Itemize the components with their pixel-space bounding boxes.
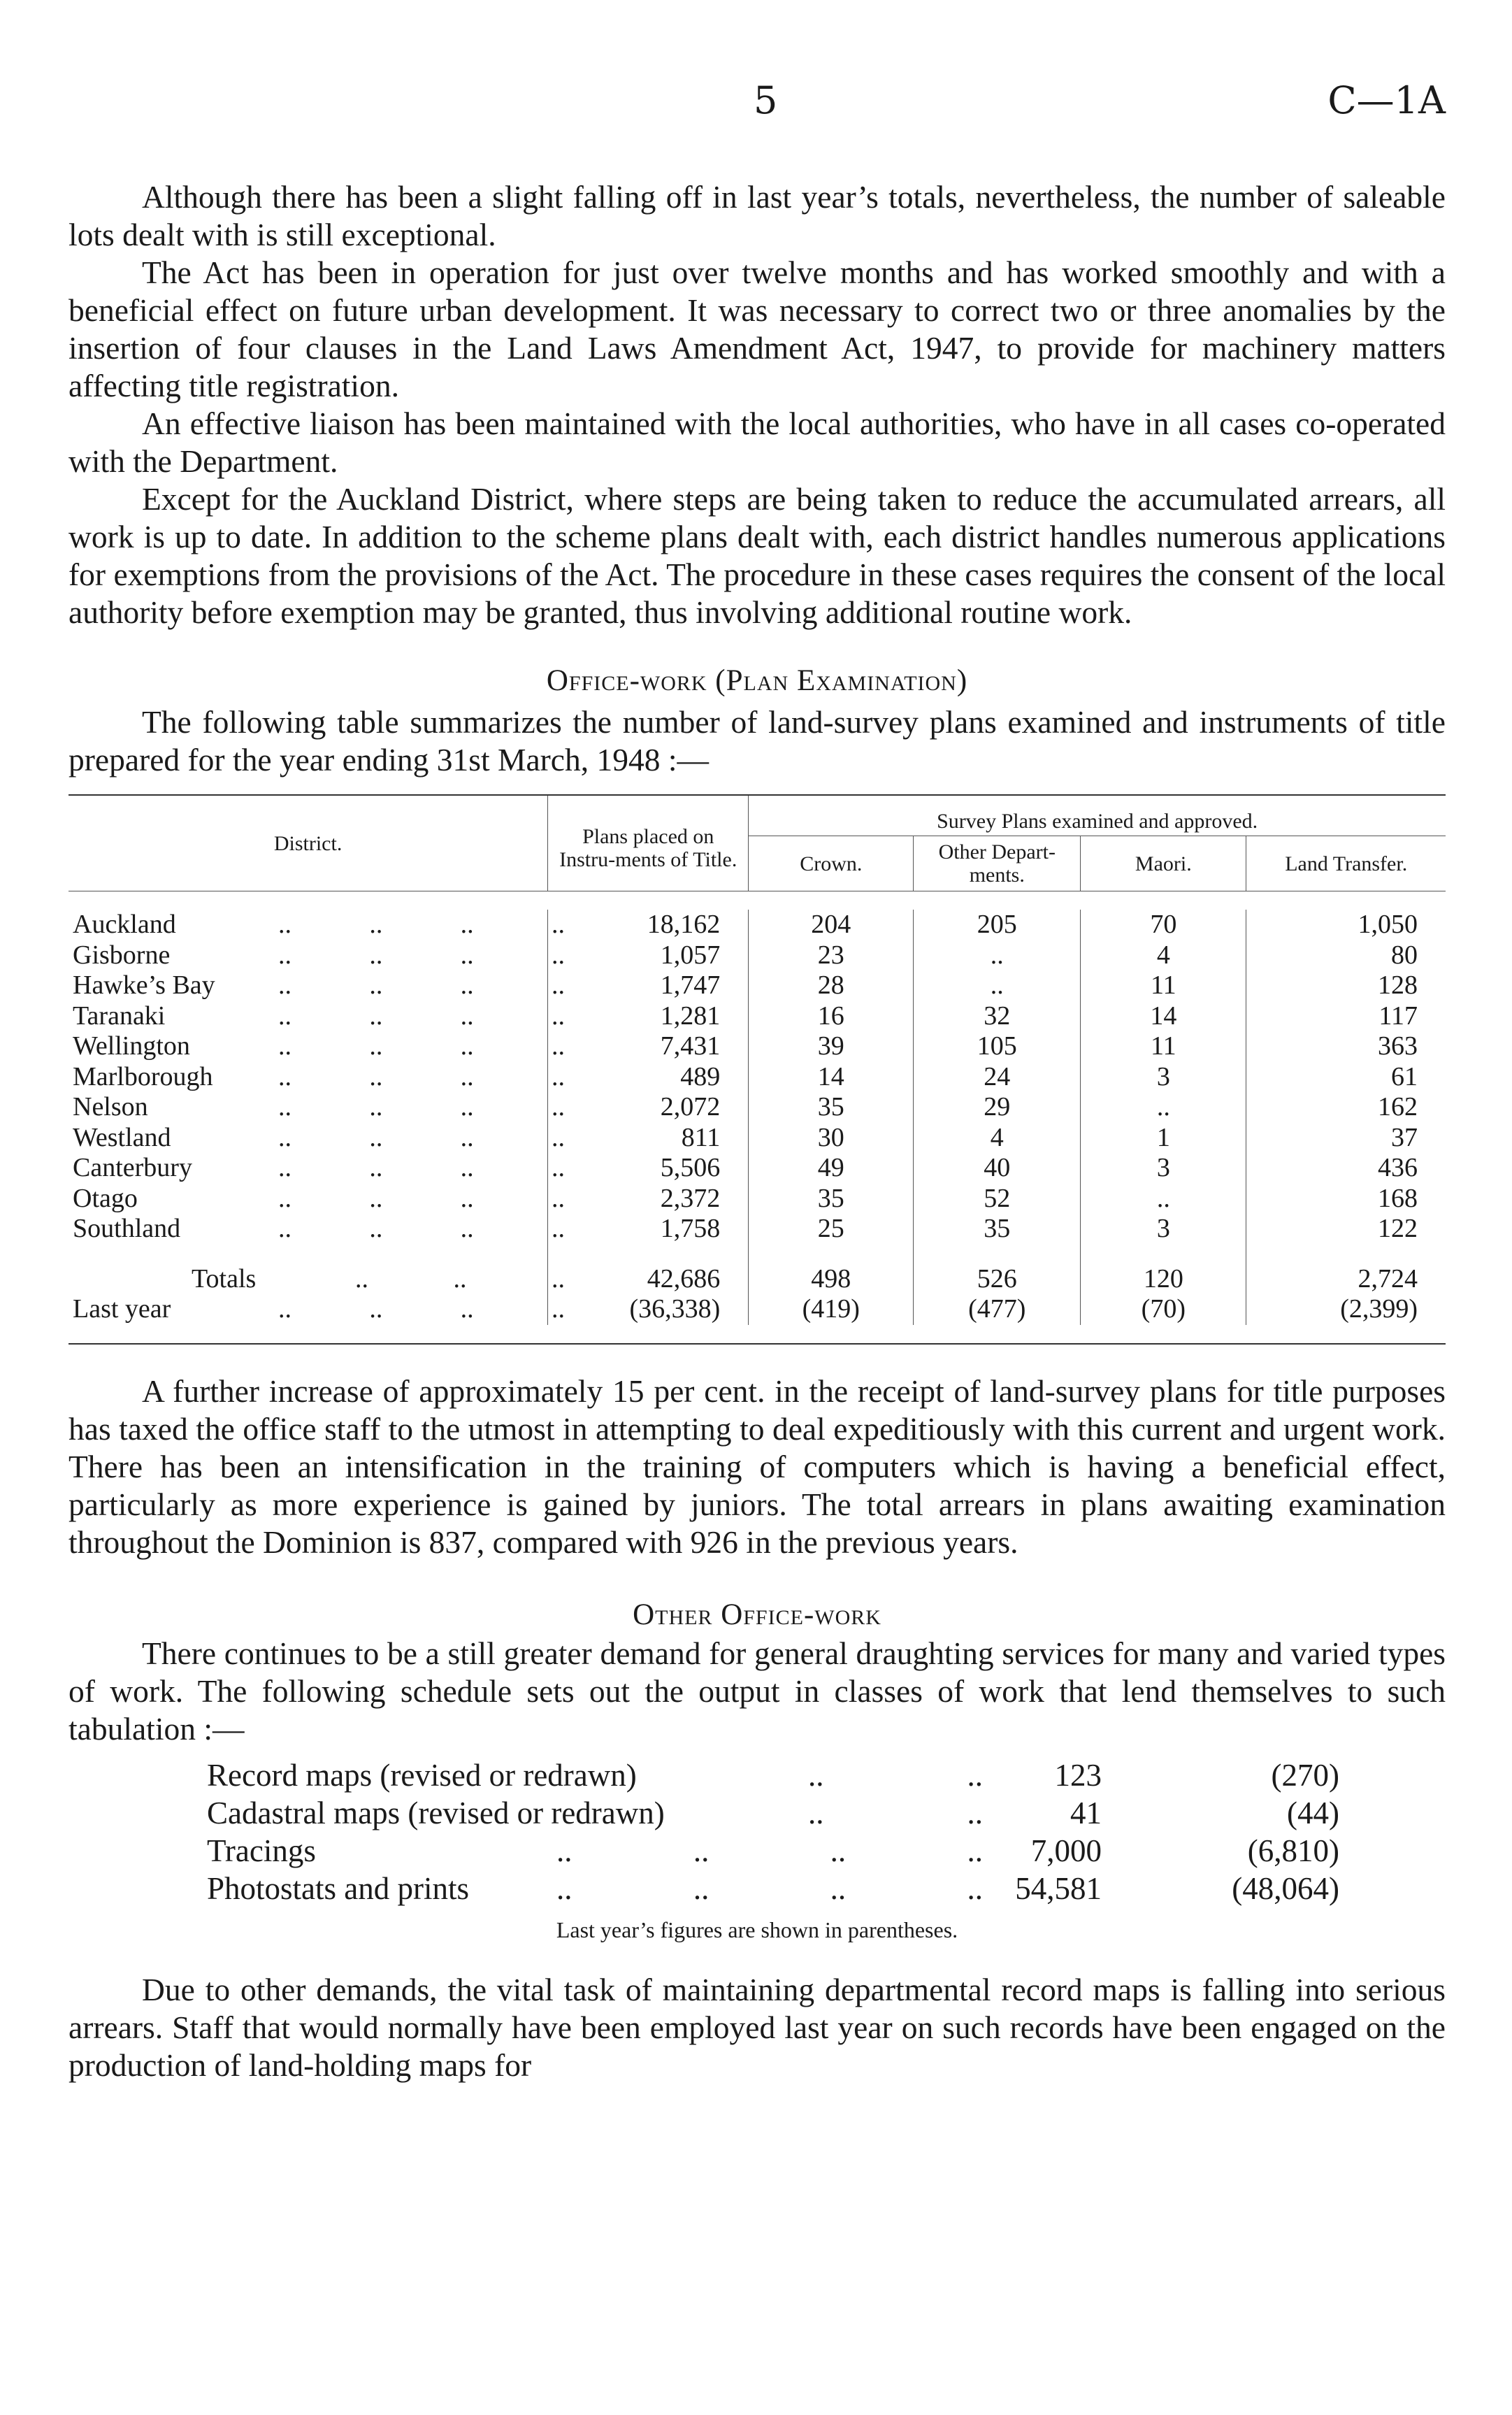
page-number: 5 — [754, 78, 778, 122]
last-year-row — [69, 1294, 1446, 1325]
leader-dots: .. — [369, 910, 383, 939]
col-header-crown: Crown. — [749, 836, 914, 891]
cell-other: .. — [914, 970, 1081, 1001]
work-output-current: 123 — [1054, 1757, 1102, 1793]
cell-other: 29 — [914, 1092, 1081, 1123]
leader-dots: .. — [460, 1001, 474, 1031]
leader-dots: .. — [369, 940, 383, 970]
cell-other: 52 — [914, 1184, 1081, 1214]
table-row — [69, 1062, 1446, 1093]
paragraph-2: The Act has been in operation for just over twelve months and has worked smoothly and with a beneficial effect on future urban development. It was necessary to correct two or three anomalies by the insertion of four clauses in the Land Laws Amendment Act, 1947, to provide for machinery matters affecting title registration. — [69, 255, 1446, 403]
work-output-current: 54,581 — [1015, 1870, 1102, 1906]
leader-dots: .. — [278, 1153, 291, 1182]
cell-crown: (419) — [749, 1294, 914, 1325]
paragraph-3: An effective liaison has been maintained with the local authorities, who have in all cases co-operated with the Department. — [69, 406, 1446, 479]
cell-crown: 30 — [749, 1123, 914, 1154]
work-output-item — [207, 1832, 1339, 1870]
leader-dots: .. — [369, 1294, 383, 1324]
table-row — [69, 1214, 1446, 1245]
leader-dots: .. — [551, 1031, 565, 1061]
leader-dots: .. — [369, 970, 383, 1000]
leader-dots: .. — [556, 1833, 573, 1868]
leader-dots: .. — [460, 1153, 474, 1182]
leader-dots: .. — [551, 970, 565, 1000]
work-output-item — [207, 1794, 1339, 1832]
work-output-previous: (6,810) — [1247, 1833, 1339, 1868]
leader-dots: .. — [967, 1795, 983, 1830]
dot-leaders — [278, 910, 565, 940]
work-output-previous: (270) — [1271, 1757, 1339, 1793]
work-output-label: Photostats and prints — [207, 1870, 470, 1906]
work-output-item — [207, 1870, 1339, 1907]
cell-land: 168 — [1246, 1184, 1446, 1214]
page-header — [69, 0, 1446, 154]
paragraph-7: There continues to be a still greater demand for general draughting services for many and varied types of work. The following schedule sets out the output in classes of work that lend themselves to such tabulation :— — [69, 1635, 1446, 1747]
leader-dots: .. — [369, 1214, 383, 1243]
cell-land: (2,399) — [1246, 1294, 1446, 1325]
leader-dots: .. — [278, 1001, 291, 1031]
district-name: Gisborne — [73, 940, 171, 970]
leader-dots: .. — [460, 1214, 474, 1243]
table-row — [69, 1123, 1446, 1154]
cell-crown: 16 — [749, 1001, 914, 1032]
leader-dots: .. — [369, 1122, 383, 1152]
document-code: C—1A — [1327, 78, 1446, 122]
dot-leaders — [808, 1756, 983, 1794]
table-row — [69, 1153, 1446, 1184]
cell-other: 35 — [914, 1214, 1081, 1245]
cell-land: 162 — [1246, 1092, 1446, 1123]
leader-dots: .. — [693, 1870, 710, 1906]
work-output-label: Tracings — [207, 1833, 316, 1868]
col-header-other-departments: Other Depart-ments. — [914, 836, 1081, 891]
leader-dots: .. — [551, 1001, 565, 1031]
leader-dots: .. — [369, 1092, 383, 1121]
leader-dots: .. — [460, 1183, 474, 1213]
cell-crown: 23 — [749, 940, 914, 971]
leader-dots: .. — [808, 1757, 824, 1793]
dot-leaders — [355, 1264, 565, 1295]
table-row — [69, 1184, 1446, 1214]
totals-row — [69, 1245, 1446, 1295]
leader-dots: .. — [551, 1294, 565, 1324]
leader-dots: .. — [278, 1122, 291, 1152]
district-name: Canterbury — [73, 1153, 192, 1182]
paragraph-4: Except for the Auckland District, where steps are being taken to reduce the accumulated arrears, all work is up to date. In addition to the scheme plans dealt with, each district handles numerous applications for exemptions from the provisions of the Act. The procedure in these cases requires the consent of the local authority before exemption may be granted, thus involving additional routine work. — [69, 481, 1446, 630]
paragraph-1: Although there has been a slight falling off in last year’s totals, nevertheless, the number of saleable lots dealt with is still exceptional. — [69, 179, 1446, 252]
dot-leaders — [278, 1294, 565, 1325]
district-name: Westland — [73, 1122, 171, 1152]
dot-leaders — [278, 940, 565, 971]
leader-dots: .. — [551, 1214, 565, 1243]
cell-maori: 14 — [1081, 1001, 1246, 1032]
leader-dots: .. — [460, 1092, 474, 1121]
work-output-previous: (48,064) — [1232, 1870, 1339, 1906]
leader-dots: .. — [551, 1153, 565, 1182]
cell-plans: 2,072 — [548, 1092, 749, 1123]
leader-dots: .. — [369, 1061, 383, 1091]
leader-dots: .. — [278, 970, 291, 1000]
cell-maori: 1 — [1081, 1123, 1246, 1154]
cell-maori: .. — [1081, 1092, 1246, 1123]
cell-land: 363 — [1246, 1031, 1446, 1062]
cell-other: (477) — [914, 1294, 1081, 1325]
cell-crown: 28 — [749, 970, 914, 1001]
district-name: Totals — [192, 1263, 257, 1294]
leader-dots: .. — [278, 1031, 291, 1061]
leader-dots: .. — [369, 1183, 383, 1213]
cell-maori: 11 — [1081, 970, 1246, 1001]
leader-dots: .. — [369, 1153, 383, 1182]
district-name: Taranaki — [73, 1001, 166, 1031]
dot-leaders — [278, 1031, 565, 1062]
plan-examination-table — [69, 794, 1446, 1345]
cell-crown: 49 — [749, 1153, 914, 1184]
cell-land: 117 — [1246, 1001, 1446, 1032]
cell-land: 122 — [1246, 1214, 1446, 1245]
cell-maori: 4 — [1081, 940, 1246, 971]
table-row — [69, 910, 1446, 940]
cell-crown: 204 — [749, 910, 914, 940]
leader-dots: .. — [808, 1795, 824, 1830]
leader-dots: .. — [278, 1183, 291, 1213]
leader-dots: .. — [460, 1122, 474, 1152]
table-body — [69, 891, 1446, 1325]
cell-crown: 25 — [749, 1214, 914, 1245]
leader-dots: .. — [278, 1092, 291, 1121]
dot-leaders — [808, 1794, 983, 1832]
cell-plans: 1,057 — [548, 940, 749, 971]
dot-leaders — [278, 1153, 565, 1184]
cell-plans: 42,686 — [548, 1245, 749, 1295]
cell-crown: 498 — [749, 1245, 914, 1295]
table-row — [69, 1092, 1446, 1123]
cell-other: 32 — [914, 1001, 1081, 1032]
leader-dots: .. — [278, 1061, 291, 1091]
cell-plans: 489 — [548, 1062, 749, 1093]
cell-maori: 3 — [1081, 1062, 1246, 1093]
dot-leaders — [278, 1092, 565, 1123]
district-name: Southland — [73, 1214, 181, 1243]
leader-dots: .. — [551, 1061, 565, 1091]
leader-dots: .. — [693, 1833, 710, 1868]
cell-land: 1,050 — [1246, 910, 1446, 940]
leader-dots: .. — [453, 1263, 467, 1294]
cell-maori: 70 — [1081, 910, 1246, 940]
work-output-note: Last year’s figures are shown in parentheses. — [556, 1916, 958, 1942]
work-output-current: 41 — [1070, 1795, 1102, 1830]
col-header-maori: Maori. — [1081, 836, 1246, 891]
col-header-district: District. — [273, 831, 343, 855]
cell-land: 128 — [1246, 970, 1446, 1001]
work-output-list — [207, 1756, 1339, 1907]
cell-crown: 35 — [749, 1184, 914, 1214]
work-output-label: Record maps (revised or redrawn) — [207, 1757, 637, 1793]
leader-dots: .. — [967, 1833, 983, 1868]
cell-plans: 811 — [548, 1123, 749, 1154]
cell-land: 436 — [1246, 1153, 1446, 1184]
district-name: Wellington — [73, 1031, 190, 1061]
leader-dots: .. — [278, 1294, 291, 1324]
cell-land: 80 — [1246, 940, 1446, 971]
dot-leaders — [278, 1001, 565, 1032]
dot-leaders — [278, 970, 565, 1001]
cell-land: 37 — [1246, 1123, 1446, 1154]
cell-crown: 35 — [749, 1092, 914, 1123]
paragraph-6: A further increase of approximately 15 per cent. in the receipt of land-survey plans for title purposes has taxed the office staff to the utmost in attempting to deal expeditiously with this current and urgent work. There has been an intensification in the training of computers which is having a beneficial effect, particularly as more experience is gained by juniors. The total arrears in plans awaiting examination throughout the Dominion is 837, compared with 926 in the previous years. — [69, 1373, 1446, 1560]
cell-other: 205 — [914, 910, 1081, 940]
dot-leaders — [278, 1062, 565, 1093]
cell-other: 526 — [914, 1245, 1081, 1295]
leader-dots: .. — [460, 910, 474, 939]
leader-dots: .. — [551, 1122, 565, 1152]
cell-other: 24 — [914, 1062, 1081, 1093]
leader-dots: .. — [551, 910, 565, 939]
dot-leaders — [556, 1870, 983, 1907]
cell-maori: 3 — [1081, 1214, 1246, 1245]
cell-crown: 39 — [749, 1031, 914, 1062]
cell-plans: 1,747 — [548, 970, 749, 1001]
cell-maori: 11 — [1081, 1031, 1246, 1062]
leader-dots: .. — [460, 1061, 474, 1091]
cell-maori: 3 — [1081, 1153, 1246, 1184]
leader-dots: .. — [369, 1031, 383, 1061]
cell-crown: 14 — [749, 1062, 914, 1093]
table-row — [69, 1001, 1446, 1032]
leader-dots: .. — [460, 940, 474, 970]
leader-dots: .. — [551, 1092, 565, 1121]
district-name: Last year — [73, 1294, 171, 1324]
cell-land: 61 — [1246, 1062, 1446, 1093]
cell-plans: 18,162 — [548, 910, 749, 940]
district-name: Auckland — [73, 910, 176, 939]
table-row — [69, 940, 1446, 971]
dot-leaders — [278, 1123, 565, 1154]
cell-plans: 2,372 — [548, 1184, 749, 1214]
cell-other: 105 — [914, 1031, 1081, 1062]
leader-dots: .. — [460, 1031, 474, 1061]
leader-dots: .. — [967, 1757, 983, 1793]
cell-maori: (70) — [1081, 1294, 1246, 1325]
cell-plans: 5,506 — [548, 1153, 749, 1184]
dot-leaders — [278, 1184, 565, 1214]
cell-plans: (36,338) — [548, 1294, 749, 1325]
leader-dots: .. — [278, 1214, 291, 1243]
table-row — [69, 1031, 1446, 1062]
leader-dots: .. — [460, 1294, 474, 1324]
section-heading-other-office-work: Other Office-work — [633, 1598, 881, 1631]
leader-dots: .. — [278, 910, 291, 939]
leader-dots: .. — [369, 1001, 383, 1031]
page — [69, 0, 1446, 2084]
cell-other: 4 — [914, 1123, 1081, 1154]
col-header-plans: Plans placed on Instru-ments of Title. — [548, 796, 749, 891]
table-bottom-rule — [69, 1343, 1446, 1345]
cell-plans: 1,758 — [548, 1214, 749, 1245]
col-header-land-transfer: Land Transfer. — [1246, 836, 1446, 891]
cell-plans: 7,431 — [548, 1031, 749, 1062]
district-name: Marlborough — [73, 1061, 213, 1091]
paragraph-5: The following table summarizes the number of land-survey plans examined and instruments of title prepared for the year ending 31st March, 1948 :— — [69, 704, 1446, 777]
district-name: Hawke’s Bay — [73, 970, 215, 1000]
leader-dots: .. — [830, 1833, 847, 1868]
col-header-survey-group: Survey Plans examined and approved. — [749, 796, 1446, 836]
district-name: Nelson — [73, 1092, 148, 1121]
leader-dots: .. — [355, 1263, 368, 1294]
paragraph-8: Due to other demands, the vital task of maintaining departmental record maps is falling into serious arrears. Staff that would normally have been employed last year on such records have been engaged on the production of land-holding maps for — [69, 1971, 1446, 2083]
cell-maori: 120 — [1081, 1245, 1246, 1295]
leader-dots: .. — [551, 1183, 565, 1213]
work-output-current: 7,000 — [1030, 1833, 1102, 1868]
dot-leaders — [278, 1214, 565, 1245]
leader-dots: .. — [830, 1870, 847, 1906]
table-row — [69, 970, 1446, 1001]
cell-plans: 1,281 — [548, 1001, 749, 1032]
work-output-item — [207, 1756, 1339, 1794]
leader-dots: .. — [278, 940, 291, 970]
work-output-label: Cadastral maps (revised or redrawn) — [207, 1795, 665, 1830]
leader-dots: .. — [552, 1263, 565, 1294]
leader-dots: .. — [460, 970, 474, 1000]
dot-leaders — [556, 1832, 983, 1870]
cell-maori: .. — [1081, 1184, 1246, 1214]
leader-dots: .. — [556, 1870, 573, 1906]
leader-dots: .. — [551, 940, 565, 970]
cell-other: 40 — [914, 1153, 1081, 1184]
work-output-previous: (44) — [1287, 1795, 1339, 1830]
section-heading-plan-examination: Office-work (Plan Examination) — [546, 664, 968, 697]
district-name: Otago — [73, 1183, 138, 1213]
cell-land: 2,724 — [1246, 1245, 1446, 1295]
cell-other: .. — [914, 940, 1081, 971]
leader-dots: .. — [967, 1870, 983, 1906]
